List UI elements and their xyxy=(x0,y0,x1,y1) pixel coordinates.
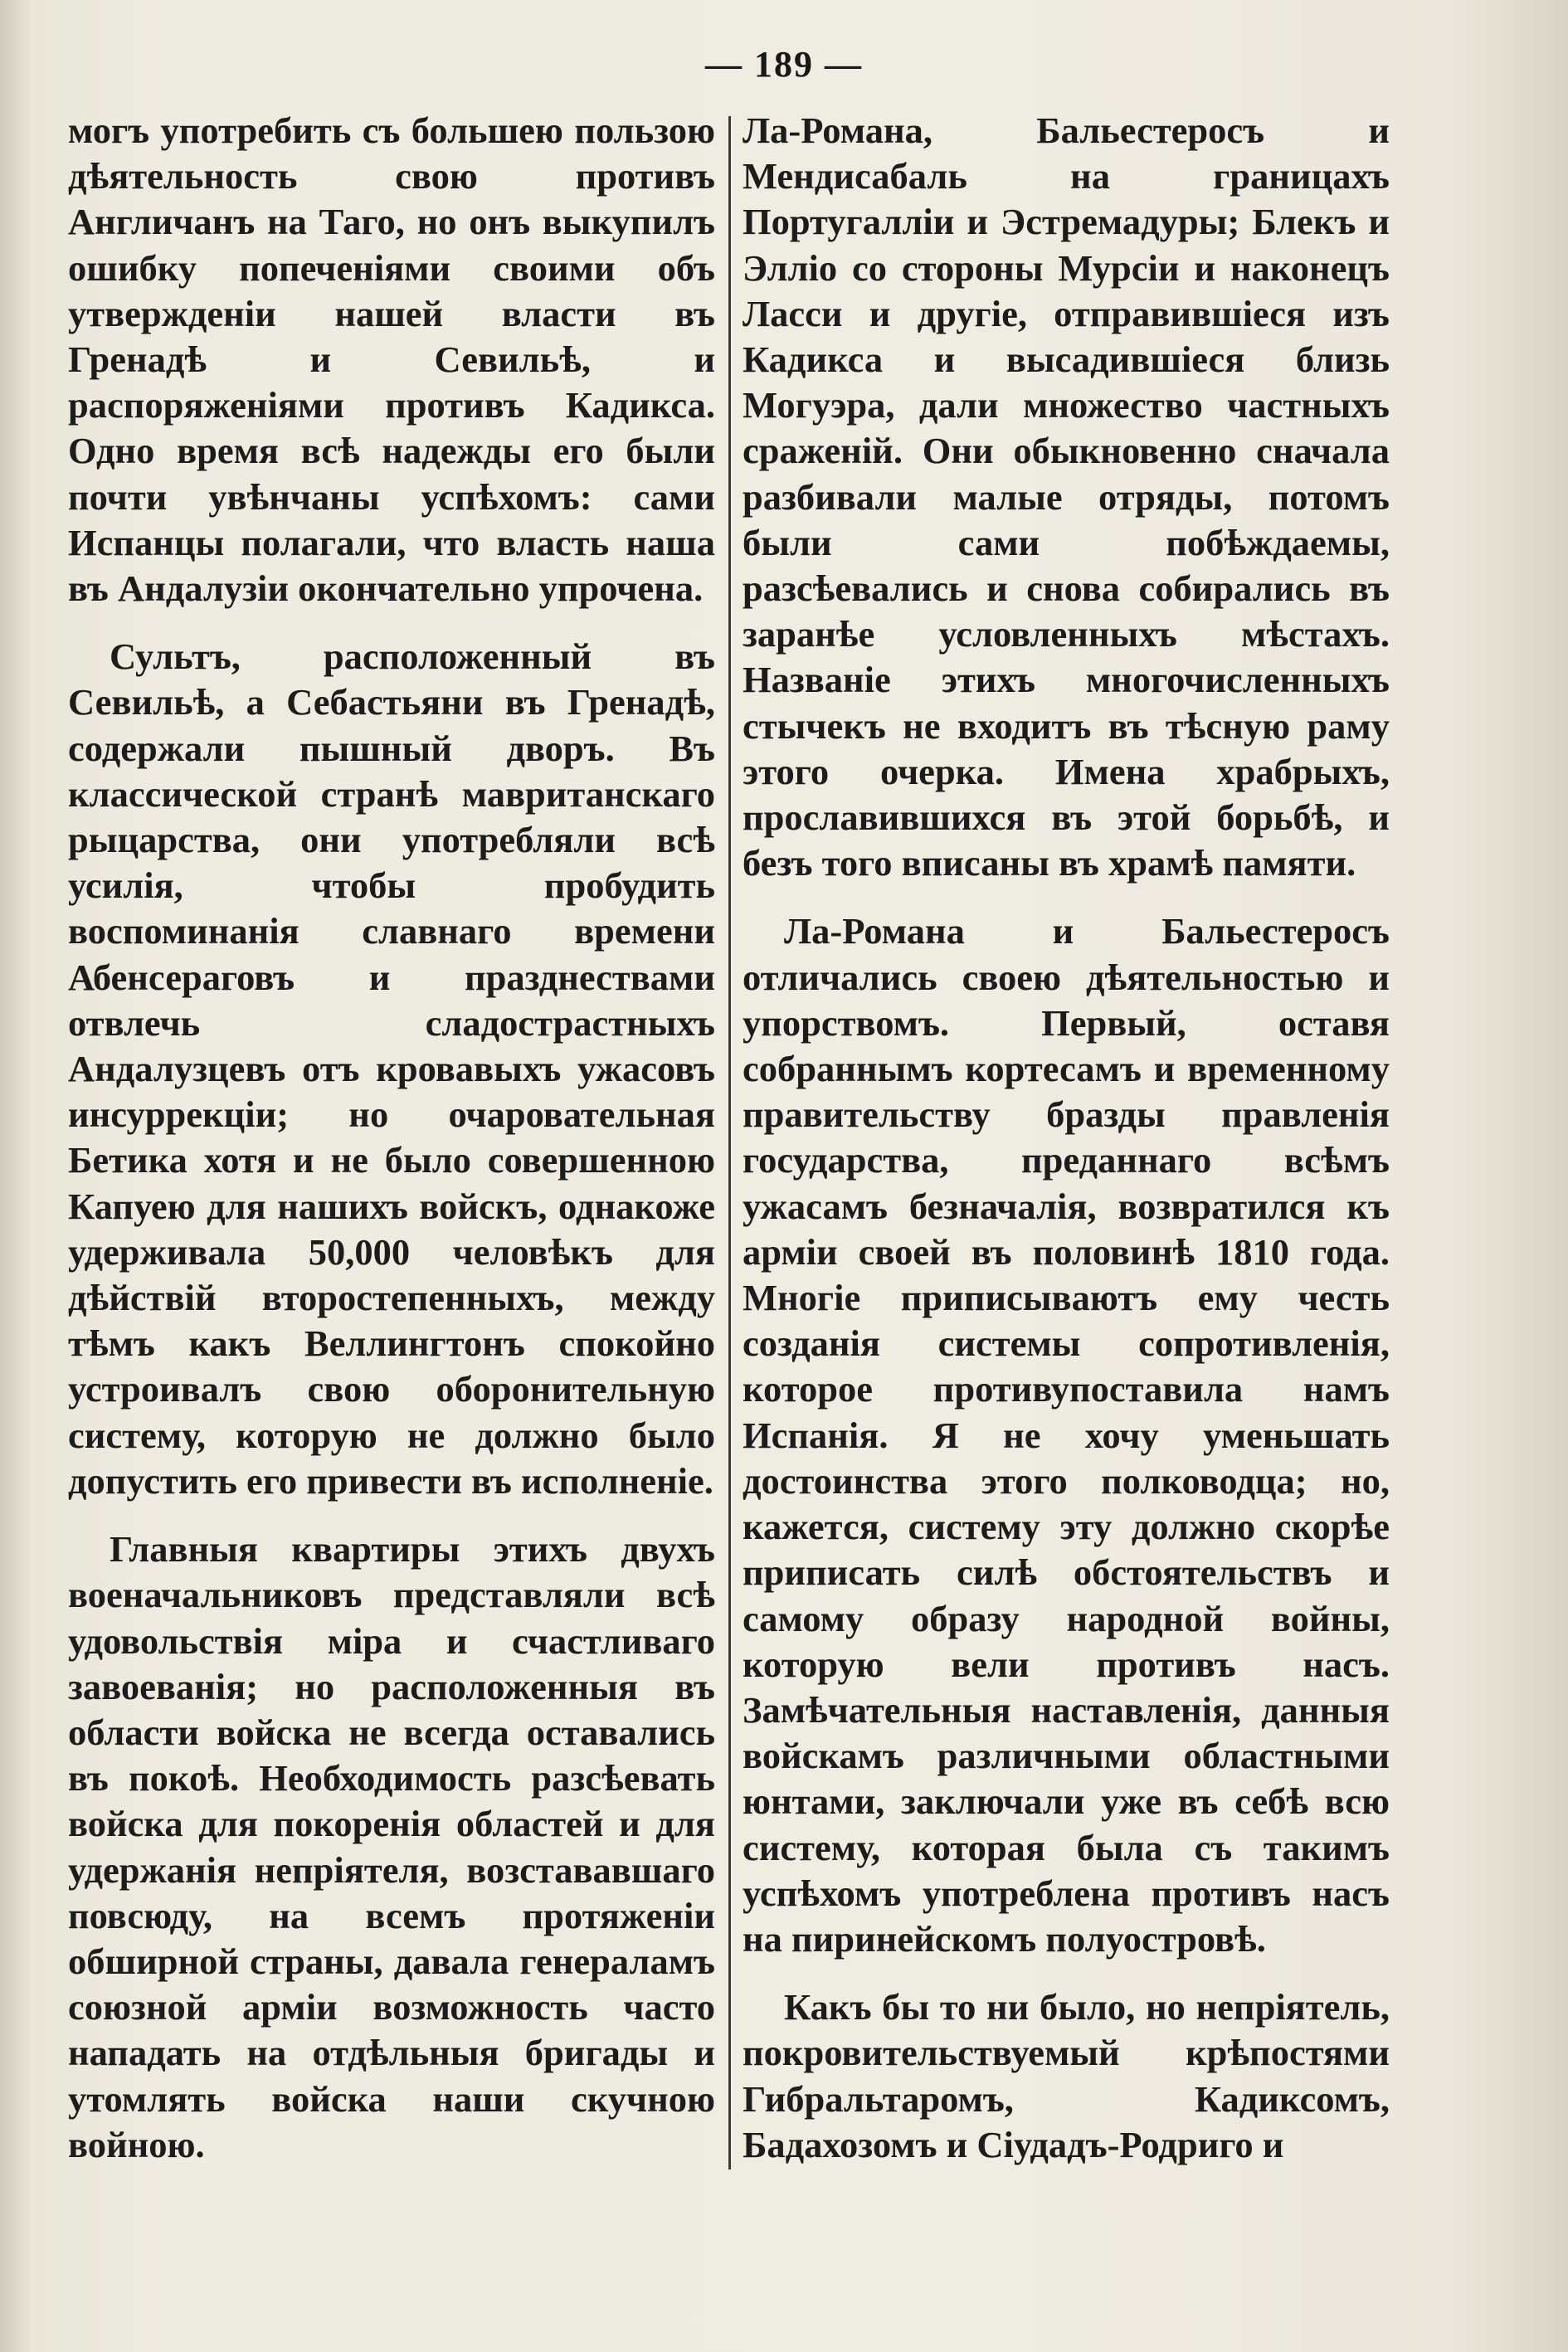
paragraph: Какъ бы то ни было, но непріятель, покровительствуемый крѣпостями Гибральтаромъ, Кадиксомъ, Бадахозомъ и Сіудадъ-Родриго и xyxy=(743,1986,1390,2165)
column-divider xyxy=(728,116,731,2169)
paragraph: Ла-Романа, Бальестеросъ и Мендисабаль на границахъ Португалліи и Эстремадуры; Блекъ и Элліо со стороны Мурсіи и наконецъ Ласси и другіе, отправившіеся изъ Кадикса и высадившіеся близь Могуэра, дали множество частныхъ сраженій. Они обыкновенно сначала разбивали малые отряды, потомъ были сами побѣждаемы, разсѣевались и снова собирались въ заранѣе условленныхъ мѣстахъ. Названіе этихъ многочисленныхъ стычекъ не входитъ въ тѣсную раму этого очерка. Имена храбрыхъ, прославившихся въ этой борьбѣ, и безъ того вписаны въ храмѣ памяти. xyxy=(743,110,1390,884)
left-column xyxy=(68,108,715,2190)
paragraph: Ла-Романа и Бальестеросъ отличались своею дѣятельностью и упорствомъ. Первый, оставя собраннымъ кортесамъ и временному правительству бразды правленія государства, преданнаго всѣмъ ужасамъ безначалія, возвратился къ арміи своей въ половинѣ 1810 года. Многіе приписываютъ ему честь созданія системы сопротивленія, которое противупоставила намъ Испанія. Я не хочу уменьшать достоинства этого полководца; но, кажется, систему эту должно скорѣе приписать силѣ обстоятельствъ и самому образу народной войны, которую вели противъ насъ. Замѣчательныя наставленія, данныя войскамъ различными областными юнтами, заключали уже въ себѣ всю систему, которая была съ такимъ успѣхомъ употреблена противъ насъ на пиринейскомъ полуостровѣ. xyxy=(743,910,1390,1960)
paragraph: Сультъ, расположенный въ Севильѣ, а Себастьяни въ Гренадѣ, содержали пышный дворъ. Въ классической странѣ мавританскаго рыцарства, они употребляли всѣ усилія, чтобы пробудить воспоминанія славнаго времени Абенсераговъ и празднествами отвлечь сладострастныхъ Андалузцевъ отъ кровавыхъ ужасовъ инсуррекціи; но очаровательная Бетика хотя и не было совершенною Капуею для нашихъ войскъ, однакоже удерживала 50,000 человѣкъ для дѣйствій второстепенныхъ, между тѣмъ какъ Веллингтонъ спокойно устроивалъ свою оборонительную систему, которую не должно было допустить его привести въ исполненіе. xyxy=(68,635,715,1502)
page-number: — 189 — xyxy=(705,44,863,85)
paragraph: Главныя квартиры этихъ двухъ военачальниковъ представляли всѣ удовольствія міра и счастливаго завоеванія; но расположенныя въ области войска не всегда оставались въ покоѣ. Необходимость разсѣевать войска для покоренія областей и для удержанія непріятеля, возстававшаго повсюду, на всемъ протяженіи обширной страны, давала генераламъ союзной арміи возможность часто нападать на отдѣльныя бригады и утомлять войска наши скучною войною. xyxy=(68,1528,715,2165)
right-column xyxy=(743,108,1390,2190)
paragraph: могъ употребить съ большею пользою дѣятельность свою противъ Англичанъ на Таго, но онъ выкупилъ ошибку попеченіями своими объ утвержденіи нашей власти въ Гренадѣ и Севильѣ, и распоряженіями противъ Кадикса. Одно время всѣ надежды его были почти увѣнчаны успѣхомъ: сами Испанцы полагали, что власть наша въ Андалузіи окончательно упрочена. xyxy=(68,110,715,610)
